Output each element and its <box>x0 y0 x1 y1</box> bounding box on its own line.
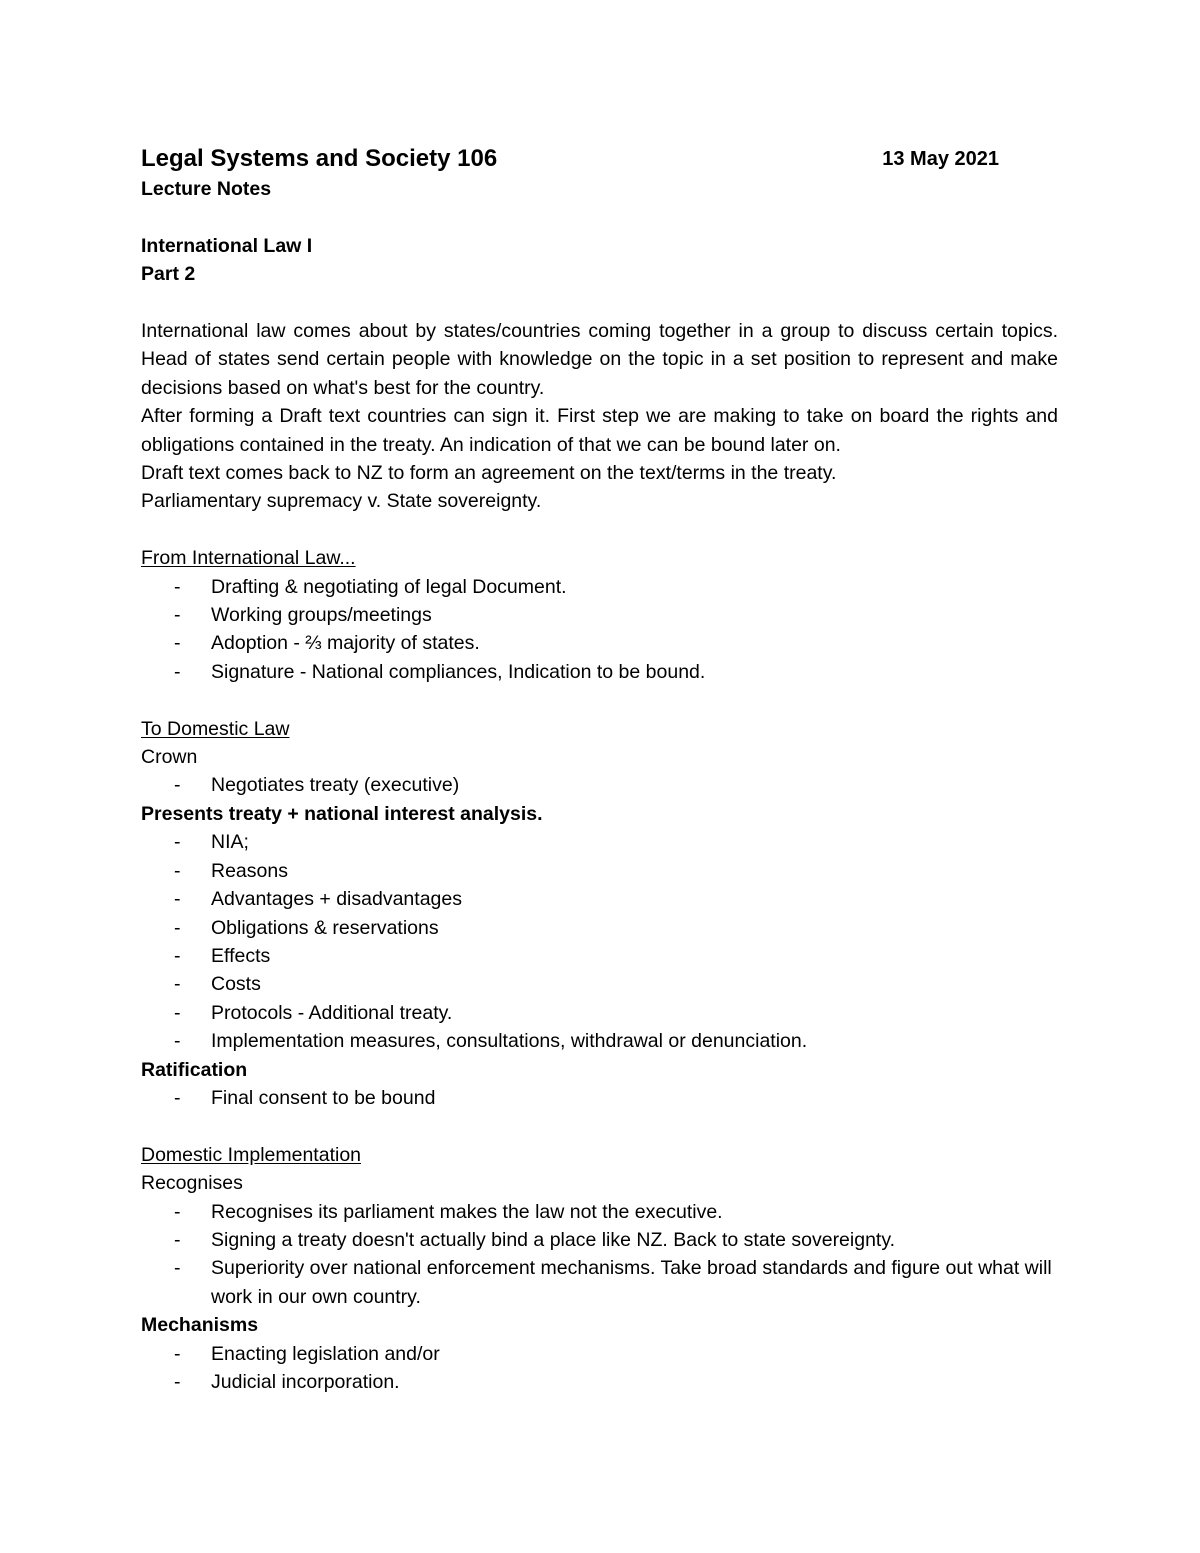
title-row <box>141 143 1058 175</box>
list-item <box>141 601 1058 629</box>
bullet-dash: - <box>174 632 181 655</box>
bullet-dash: - <box>174 1228 181 1251</box>
list-item <box>141 658 1058 686</box>
crown-label: Crown <box>141 746 198 769</box>
ratification-list <box>141 1084 1058 1112</box>
bullet-dash: - <box>174 604 181 627</box>
mechanisms-list <box>141 1340 1058 1397</box>
list-item-text: Enacting legislation and/or <box>211 1342 440 1365</box>
list-item-text: Final consent to be bound <box>211 1086 436 1109</box>
bullet-dash: - <box>174 944 181 967</box>
bullet-dash: - <box>174 888 181 911</box>
recognises-label: Recognises <box>141 1172 243 1195</box>
bullet-dash: - <box>174 1257 181 1280</box>
bullet-dash: - <box>174 1030 181 1053</box>
intro-paragraph-4: Parliamentary supremacy v. State sovereignty. <box>141 490 542 513</box>
presents-list <box>141 828 1058 1055</box>
from-international-list <box>141 573 1058 687</box>
list-item <box>141 1368 1058 1396</box>
list-item-text: Judicial incorporation. <box>211 1370 400 1393</box>
bullet-dash: - <box>174 1001 181 1024</box>
presents-label: Presents treaty + national interest analysis. <box>141 802 543 825</box>
list-item-text: Recognises its parliament makes the law not the executive. <box>211 1200 723 1223</box>
list-item-text: Working groups/meetings <box>211 604 432 627</box>
document-body <box>141 143 1058 1396</box>
crown-list <box>141 771 1058 799</box>
bullet-dash: - <box>174 1200 181 1223</box>
recognises-list <box>141 1198 1058 1312</box>
list-item <box>141 771 1058 799</box>
mechanisms-label: Mechanisms <box>141 1314 259 1337</box>
list-item <box>141 1198 1058 1226</box>
list-item-text: Advantages + disadvantages <box>211 888 462 911</box>
list-item <box>141 1254 1058 1311</box>
list-item-text: Drafting & negotiating of legal Document. <box>211 575 567 598</box>
document-subtitle: Lecture Notes <box>141 178 272 200</box>
bullet-dash: - <box>174 575 181 598</box>
list-item-text: Adoption - ⅔ majority of states. <box>211 632 480 655</box>
list-item <box>141 1027 1058 1055</box>
list-item-text: Negotiates treaty (executive) <box>211 774 460 797</box>
list-item <box>141 828 1058 856</box>
list-item-text: NIA; <box>211 831 249 854</box>
document-title: Legal Systems and Society 106 <box>141 145 498 172</box>
section-heading-from-international: From International Law... <box>141 547 356 570</box>
list-item-text: Superiority over national enforcement mechanisms. Take broad standards and figure out what will work in our own country. <box>211 1257 1052 1308</box>
list-item <box>141 999 1058 1027</box>
list-item <box>141 942 1058 970</box>
intro-paragraph-1: International law comes about by states/countries coming together in a group to discuss certain topics. Head of states send certain people with knowledge on the topic in a set position to represent and make decisions based on what's best for the country. <box>141 320 1058 399</box>
list-item <box>141 857 1058 885</box>
part-heading: Part 2 <box>141 263 196 286</box>
section-heading-to-domestic: To Domestic Law <box>141 717 290 740</box>
bullet-dash: - <box>174 660 181 683</box>
bullet-dash: - <box>174 859 181 882</box>
list-item <box>141 1084 1058 1112</box>
list-item-text: Effects <box>211 944 271 967</box>
intro-paragraph-2: After forming a Draft text countries can sign it. First step we are making to take on board the rights and obligations contained in the treaty. An indication of that we can be bound later on. <box>141 405 1058 456</box>
bullet-dash: - <box>174 831 181 854</box>
bullet-dash: - <box>174 1342 181 1365</box>
list-item-text: Costs <box>211 973 261 996</box>
list-item <box>141 1340 1058 1368</box>
list-item-text: Obligations & reservations <box>211 916 439 939</box>
document-date: 13 May 2021 <box>882 148 999 170</box>
list-item <box>141 573 1058 601</box>
topic-heading: International Law I <box>141 234 313 257</box>
list-item <box>141 629 1058 657</box>
list-item <box>141 1226 1058 1254</box>
bullet-dash: - <box>174 1086 181 1109</box>
bullet-dash: - <box>174 1370 181 1393</box>
bullet-dash: - <box>174 774 181 797</box>
ratification-label: Ratification <box>141 1058 248 1081</box>
section-heading-domestic-implementation: Domestic Implementation <box>141 1143 362 1166</box>
bullet-dash: - <box>174 916 181 939</box>
list-item <box>141 970 1058 998</box>
list-item-text: Reasons <box>211 859 288 882</box>
list-item-text: Implementation measures, consultations, withdrawal or denunciation. <box>211 1030 808 1053</box>
intro-paragraph-3: Draft text comes back to NZ to form an agreement on the text/terms in the treaty. <box>141 462 837 485</box>
list-item-text: Signing a treaty doesn't actually bind a place like NZ. Back to state sovereignty. <box>211 1228 896 1251</box>
list-item <box>141 885 1058 913</box>
bullet-dash: - <box>174 973 181 996</box>
list-item-text: Signature - National compliances, Indication to be bound. <box>211 660 706 683</box>
list-item <box>141 914 1058 942</box>
list-item-text: Protocols - Additional treaty. <box>211 1001 453 1024</box>
